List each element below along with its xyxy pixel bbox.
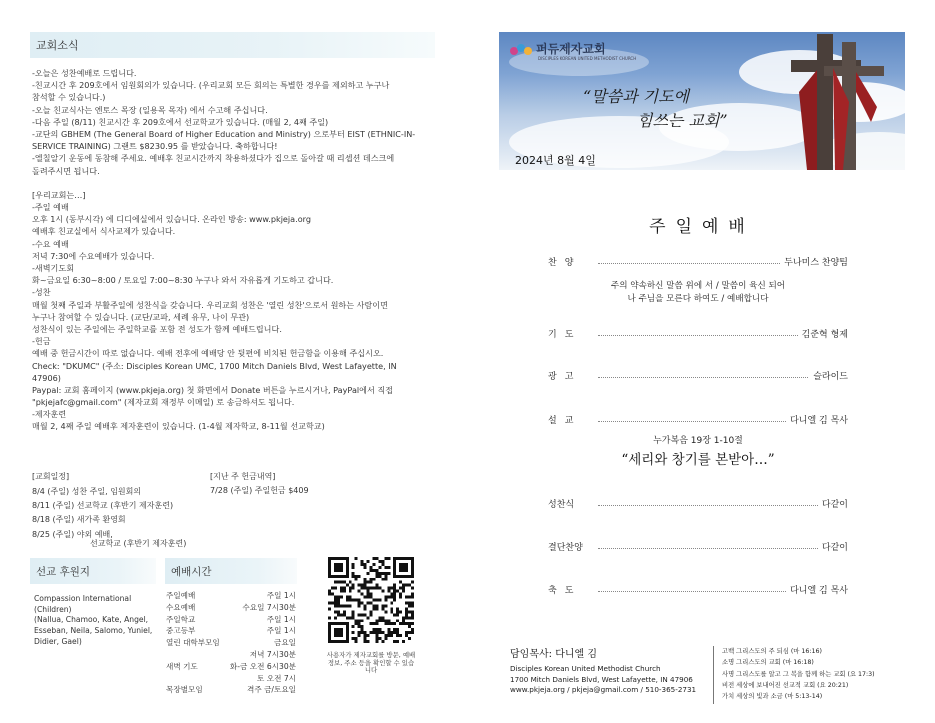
news-line: -성찬 <box>32 287 51 298</box>
order-label: 설교 <box>548 416 582 426</box>
news-line: 참석할 수 있습니다.) <box>32 92 106 103</box>
news-line: Paypal: 교회 홈페이지 (www.pkjeja.org) 첫 화면에서 Donate 버튼을 누르시거나, PayPal에서 직접 <box>32 384 394 395</box>
news-line: 매월 첫째 주일과 부활주일에 성찬식을 갖습니다. 우리교회 성찬은 '열린 성찬'으로서 원하는 사람이면 <box>32 299 388 310</box>
footer-divider <box>713 646 714 704</box>
mission-line: 비전 세상에 보내어진 선교적 교회 (요 20:21) <box>722 681 849 689</box>
order-label: 찬양 <box>548 258 582 268</box>
church-info <box>510 664 696 696</box>
lyric-line: 나 주님을 모른다 하여도 / 예배합니다 <box>627 294 769 304</box>
news-line: -엘칠알기 운동에 동참해 주세요. 예배후 친교시간까지 착용하셨다가 집으로 돌아갈 때 리셉션 데스크에 <box>32 153 395 164</box>
church-name-sub: DISCIPLES KOREAN UNITED METHODIST CHURCH <box>538 56 637 61</box>
missions-list <box>34 594 152 648</box>
mission-line: 고백 그리스도의 주 되심 (마 16:16) <box>722 648 822 655</box>
qr-code <box>328 557 414 643</box>
order-value: 다니엘 김 목사 <box>786 583 848 596</box>
worship-title: 주일예배 <box>649 217 755 237</box>
mission-statement <box>722 646 875 702</box>
worship-time-value: 금요일 <box>273 638 296 648</box>
order-item-announcements <box>548 369 848 383</box>
news-line: -오늘 친교식사는 엔토스 목장 (일용목 목자) 에서 수고해 주십니다. <box>32 104 268 115</box>
news-line: -교단의 GBHEM (The General Board of Higher Education and Ministry) 으로부터 EIST (ETHNIC-IN- <box>32 128 416 139</box>
order-item-sermon <box>548 413 848 427</box>
schedule-item: 8/25 (주일) 야외 예배, <box>32 530 113 539</box>
news-line: SERVICE TRAINING) 그랜트 $8230.95 를 받았습니다. 축하합니다! <box>32 141 278 152</box>
worship-time-value: 주일 1시 <box>266 591 296 600</box>
worship-time-value: 화-금 오전 6시30분 <box>229 661 296 671</box>
news-line: -수요 예배 <box>32 238 69 249</box>
pastor-name: 담임목사: 다니엘 김 <box>510 649 598 660</box>
church-address: 1700 Mitch Daniels Blvd, West Lafayette, IN 47906 <box>510 674 693 684</box>
church-full-name: Disciples Korean United Methodist Church <box>510 664 661 673</box>
order-item-prayer <box>548 327 848 341</box>
schedule-item: 선교학교 (후반기 제자훈련) <box>90 539 187 548</box>
order-label: 결단찬양 <box>548 543 583 553</box>
bulletin-date: 2024년 8월 4일 <box>515 154 596 167</box>
offering-header: [지난 주 헌금내역] <box>210 472 276 481</box>
news-line: "pkjejafc@gmail.com" (제자교회 재정부 이메일) 로 송금하셔도 됩니다. <box>32 397 295 408</box>
news-line: 예배 중 헌금시간이 따로 없습니다. 예배 전후에 예배당 안 뒷편에 비치된 헌금함을 이용해 주십시오. <box>32 348 384 359</box>
sermon-title: “세리와 창기를 본받아…” <box>621 452 775 468</box>
mission-line: Compassion International <box>34 594 132 603</box>
offering-report <box>210 471 390 499</box>
offering-item: 7/28 (주일) 주일헌금 $409 <box>210 486 309 495</box>
news-line: 47906) <box>32 372 61 383</box>
motto-line-1: “말씀과 기도에 <box>583 87 690 106</box>
mission-line: Esseban, Neila, Salomo, Yuniel, <box>34 626 153 636</box>
news-line: 매월 2, 4째 주일 예배후 제자훈련이 있습니다. (1-4월 제자학교, 8-11월 선교학교) <box>32 421 325 432</box>
order-item-praise <box>548 255 848 269</box>
news-line: 화~금요일 6:30~8:00 / 토요일 7:00~8:30 누구나 와서 자유롭게 기도하고 갑니다. <box>32 275 334 286</box>
praise-lyrics <box>548 280 848 306</box>
worship-time-name: 주일예배 <box>166 591 196 600</box>
worship-time-name: 목장별모임 <box>166 685 203 695</box>
news-line: -오늘은 성찬예배로 드립니다. <box>32 68 137 78</box>
scripture-reference: 누가복음 19장 1-10절 <box>653 436 743 446</box>
missions-header-title: 선교 후원지 <box>36 566 91 578</box>
news-line: -다음 주일 (8/11) 친교시간 후 209호에서 선교학교가 있습니다. (매월 2, 4째 주일) <box>32 116 329 127</box>
order-value: 다니엘 김 목사 <box>786 413 848 426</box>
church-logo-icon <box>509 42 533 56</box>
worship-times-header <box>165 558 297 584</box>
news-header-title: 교회소식 <box>36 39 79 52</box>
worship-time-name: 중고등부 <box>166 626 196 636</box>
order-item-response-song <box>548 540 848 554</box>
news-line: 오후 1시 (동부시각) 에 디디에실에서 있습니다. 온라인 방송: www.pkjeja.org <box>32 214 311 225</box>
news-line: 성찬식이 있는 주일에는 주일학교를 포함 전 성도가 함께 예배드립니다. <box>32 323 282 334</box>
order-item-benediction <box>548 583 848 597</box>
mission-line: 가치 세상의 빛과 소금 (마 5:13-14) <box>722 693 823 701</box>
schedule-item: 8/11 (주일) 선교학교 (후반기 제자훈련) <box>32 501 174 510</box>
worship-time-name: 새벽 기도 <box>166 661 198 671</box>
order-label: 축도 <box>548 586 582 596</box>
news-line: -친교시간 후 209호에서 임원회의가 있습니다. (우리교회 모든 회의는 특별한 경우를 제외하고 누구나 <box>32 80 390 91</box>
worship-time-name: 수요예배 <box>166 602 196 612</box>
mission-line: 사명 그리스도를 알고 그 복을 함께 하는 교회 (요 17:3) <box>722 670 875 678</box>
worship-time-value: 격주 금/토요일 <box>247 685 296 695</box>
schedule-header: [교회일정] <box>32 472 70 481</box>
worship-time-name: 주일학교 <box>166 614 196 624</box>
order-value: 김준혁 형제 <box>798 327 848 340</box>
mission-line: Didier, Gael) <box>34 636 82 646</box>
church-name-logo: 퍼듀제자교회 <box>536 42 606 56</box>
worship-time-value: 수요일 7시30분 <box>242 602 296 612</box>
order-value: 다같이 <box>818 497 848 510</box>
news-line <box>32 177 442 189</box>
news-line: -새벽기도회 <box>32 263 75 273</box>
news-header <box>30 32 435 58</box>
qr-caption: 사용자가 제자교회를 방문, 예배정보, 주소 등을 확인할 수 있습니다 <box>326 651 416 675</box>
missions-header <box>30 558 156 584</box>
order-label: 기도 <box>548 330 582 340</box>
news-line: Check: "DKUMC" (주소: Disciples Korean UMC, 1700 Mitch Daniels Blvd, West Lafayette, IN <box>32 360 397 371</box>
mission-line: (Children) <box>34 604 72 614</box>
order-label: 성찬식 <box>548 500 575 510</box>
news-line: -제자훈련 <box>32 409 67 420</box>
worship-time-value: 토 오전 7시 <box>256 673 296 683</box>
motto-line-2: 힘쓰는 교회” <box>637 111 728 130</box>
worship-times-header-title: 예배시간 <box>171 566 212 578</box>
worship-time-name: 열린 대학부모임 <box>166 638 220 648</box>
order-value: 두나미스 찬양팀 <box>780 255 848 268</box>
news-line: 예배후 친교실에서 식사교제가 있습니다. <box>32 226 176 237</box>
news-line: 저녁 7:30에 수요예배가 있습니다. <box>32 250 155 261</box>
church-contact: www.pkjeja.org / pkjeja@gmail.com / 510-365-2731 <box>510 685 697 694</box>
order-value: 슬라이드 <box>809 369 848 382</box>
lyric-line: 주의 약속하신 말씀 위에 서 / 말씀이 육신 되어 <box>610 281 786 291</box>
order-label: 광고 <box>548 372 582 382</box>
news-line: 돌려주시면 됩니다. <box>32 165 100 176</box>
news-line: 누구나 참여할 수 있습니다. (교단/교파, 세례 유무, 나이 무관) <box>32 311 250 322</box>
mission-line: (Nallua, Chamoo, Kate, Angel, <box>34 615 149 625</box>
schedule-item: 8/4 (주일) 성찬 주일, 임원회의 <box>32 487 142 496</box>
order-value: 다같이 <box>818 540 848 553</box>
schedule-item: 8/18 (주일) 새가족 환영회 <box>32 515 126 524</box>
worship-time-value: 주일 1시 <box>266 614 296 624</box>
mission-line: 소명 그리스도의 교회 (마 16:18) <box>722 659 814 667</box>
news-line: [우리교회는…] <box>32 189 86 200</box>
worship-time-value: 저녁 7시30분 <box>249 650 296 659</box>
news-line: -헌금 <box>32 336 51 347</box>
order-item-communion <box>548 497 848 511</box>
news-body <box>32 67 442 433</box>
news-line: -주일 예배 <box>32 202 69 213</box>
worship-time-value: 주일 1시 <box>266 626 296 636</box>
